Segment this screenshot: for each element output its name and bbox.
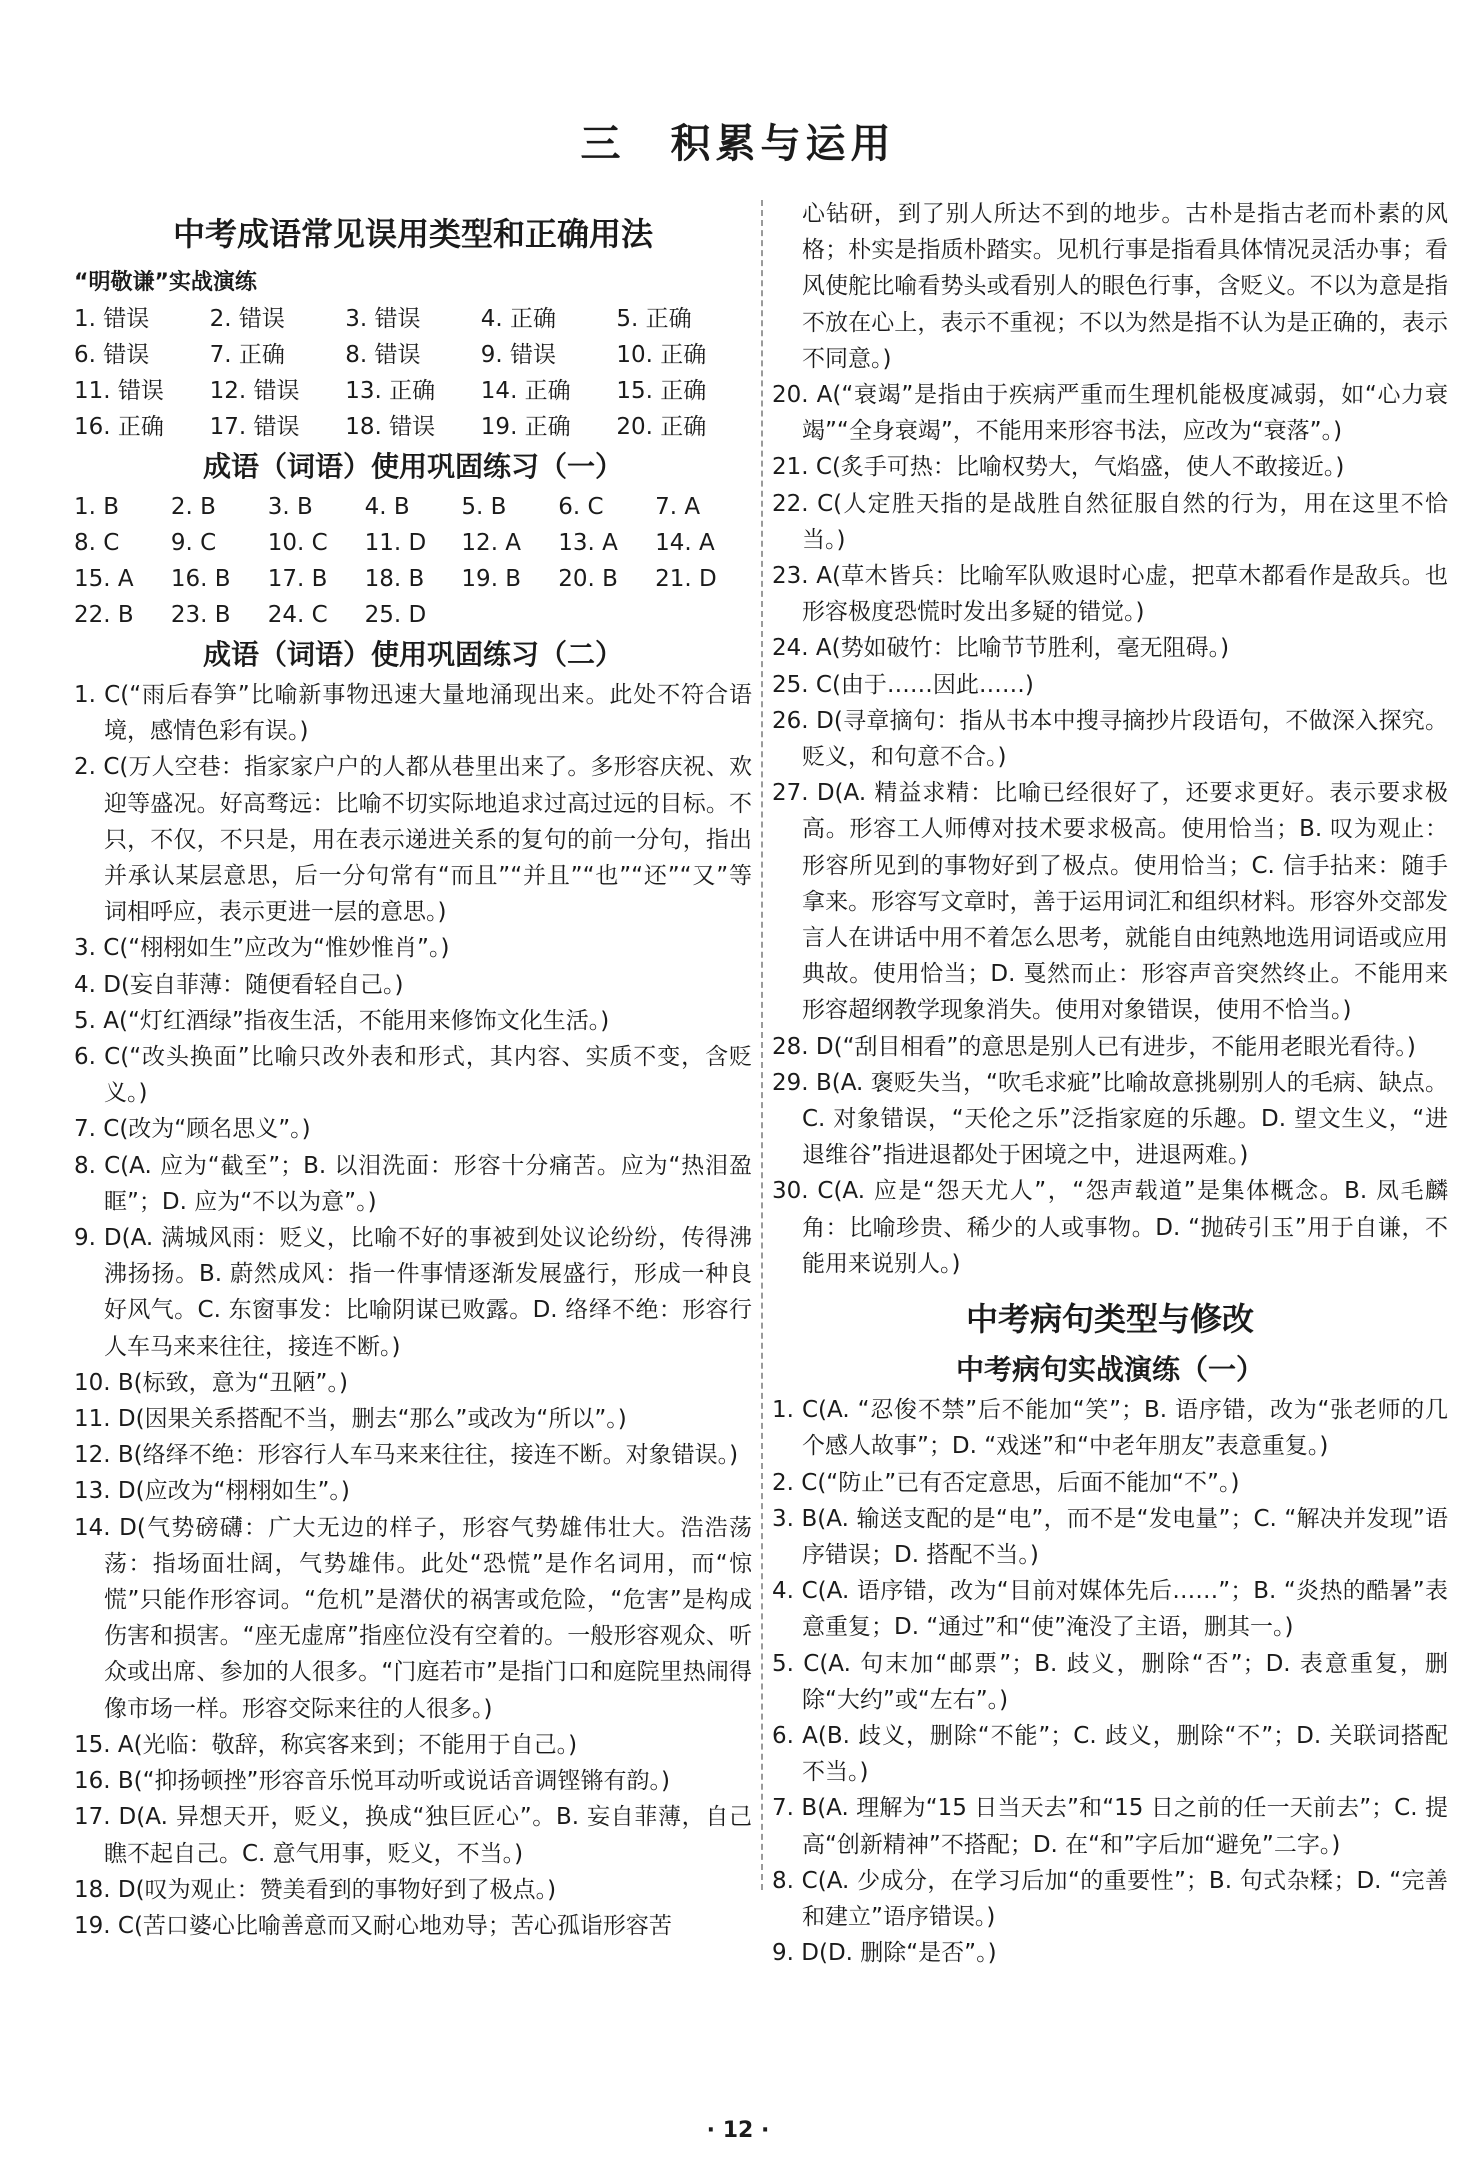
drill-answer: 20. 正确 — [616, 414, 707, 440]
answer-item: 22. C(人定胜天指的是战胜自然征服自然的行为，用在这里不恰当。) — [772, 490, 1448, 553]
answer-item: 3. B(A. 输送支配的是“电”，而不是“发电量”；C. “解决并发现”语序错误；D. 搭配不当。) — [772, 1505, 1448, 1568]
practice2-continued-list — [772, 196, 1448, 1282]
drill-answer: 9. 错误 — [480, 342, 557, 368]
answer-item: 27. D(A. 精益求精：比喻已经很好了，还要求更好。表示要求极高。形容工人师傅对技术要求极高。使用恰当；B. 叹为观止：形容所见到的事物好到了极点。使用恰当；C. 信手拈来：随手拿来。形容写文章时，善于运用词汇和组织材料。形容外交部发言人在讲话中用不着怎么思考，就能自由纯熟地选用词语或应用典故。使用恰当；D. 戛然而止：形容声音突然终止。不能用来形容超纲教学现象消失。使用对象错误，使用不恰当。) — [772, 780, 1448, 1024]
section-title-idioms: 中考成语常见误用类型和正确用法 — [172, 215, 653, 253]
practice1-answer: 14. A — [655, 530, 715, 556]
drill-answer: 17. 错误 — [209, 414, 300, 440]
drill-answer-grid — [74, 301, 752, 445]
answer-item: 24. A(势如破竹：比喻节节胜利，毫无阻碍。) — [772, 635, 1230, 662]
answer-item: 9. D(A. 满城风雨：贬义，比喻不好的事被到处议论纷纷，传得沸沸扬扬。B. 蔚然成风：指一件事情逐渐发展盛行，形成一种良好风气。C. 东窗事发：比喻阴谋已败露。D. 络绎不绝：形容行人车马来来往往，接连不断。) — [74, 1225, 752, 1360]
answer-item: 2. C(“防止”已有否定意思，后面不能加“不”。) — [772, 1469, 1240, 1496]
practice1-title: 成语（词语）使用巩固练习（一） — [202, 450, 623, 483]
column-divider — [761, 200, 763, 1890]
answer-item: 14. D(气势磅礴：广大无边的样子，形容气势雄伟壮大。浩浩荡荡：指场面壮阔，气势雄伟。此处“恐慌”是作名词用，而“惊慌”只能作形容词。“危机”是潜伏的祸害或危险，“危害”是构成伤害和损害。“座无虚席”指座位没有空着的。一般形容观众、听众或出席、参加的人很多。“门庭若市”是指门口和庭院里热闹得像市场一样。形容交际来往的人很多。) — [74, 1514, 752, 1722]
drill-answer: 12. 错误 — [209, 378, 300, 404]
answer-item: 6. C(“改头换面”比喻只改外表和形式，其内容、实质不变，含贬义。) — [74, 1044, 752, 1107]
answer-item: 8. C(A. 少成分，在学习后加“的重要性”；B. 句式杂糅；D. “完善和建立”语序错误。) — [772, 1867, 1448, 1930]
drill-answer: 10. 正确 — [616, 342, 707, 368]
section-title-sentences: 中考病句类型与修改 — [965, 1300, 1254, 1339]
answer-item: 15. A(光临：敬辞，称宾客来到；不能用于自己。) — [74, 1731, 578, 1758]
practice1-answer: 6. C — [558, 494, 604, 520]
answer-item: 26. D(寻章摘句：指从书本中搜寻摘抄片段语句，不做深入探究。贬义，和句意不合。) — [772, 707, 1448, 771]
answer-item: 1. C(“雨后春笋”比喻新事物迅速大量地涌现出来。此处不符合语境，感情色彩有误。) — [74, 682, 752, 745]
right-column — [772, 196, 1448, 1971]
answer-item: 18. D(叹为观止：赞美看到的事物好到了极点。) — [74, 1876, 557, 1903]
answer-item: 5. A(“灯红酒绿”指夜生活，不能用来修饰文化生活。) — [74, 1007, 610, 1034]
drill-answer: 4. 正确 — [480, 306, 557, 332]
practice1-answer: 11. D — [364, 530, 427, 556]
drill-title: “明敬谦”实战演练 — [74, 270, 257, 295]
drill-answer: 15. 正确 — [616, 378, 707, 404]
drill-answer: 14. 正确 — [480, 378, 571, 404]
answer-item: 29. B(A. 褒贬失当，“吹毛求疵”比喻故意挑剔别人的毛病、缺点。C. 对象错误，“天伦之乐”泛指家庭的乐趣。D. 望文生义，“进退维谷”指进退都处于困境之中，进退两难。) — [772, 1069, 1448, 1169]
practice1-answer: 1. B — [74, 494, 120, 520]
answer-item: 1. C(A. “忍俊不禁”后不能加“笑”；B. 语序错，改为“张老师的几个感人故事”；D. “戏迷”和“中老年朋友”表意重复。) — [772, 1397, 1448, 1460]
practice1-answer: 18. B — [364, 566, 425, 592]
practice1-answer: 24. C — [267, 602, 328, 628]
practice1-answer: 9. C — [170, 530, 217, 556]
drill-answer: 6. 错误 — [74, 342, 150, 368]
answer-item: 30. C(A. 应是“怨天尤人”，“怨声载道”是集体概念。B. 凤毛麟角：比喻珍贵、稀少的人或事物。D. “抛砖引玉”用于自谦，不能用来说别人。) — [772, 1178, 1448, 1277]
answer-item: 13. D(应改为“栩栩如生”。) — [74, 1478, 350, 1505]
answer-item: 9. D(D. 删除“是否”。) — [772, 1940, 997, 1967]
answer-item: 4. C(A. 语序错，改为“目前对媒体先后……”；B. “炎热的酷暑”表意重复；D. “通过”和“使”淹没了主语，删其一。) — [772, 1578, 1448, 1641]
answer-item: 25. C(由于……因此……) — [772, 671, 1034, 698]
practice1-answer: 16. B — [170, 566, 231, 592]
drill-answer: 3. 错误 — [345, 306, 421, 332]
practice1-answer: 7. A — [655, 494, 701, 520]
practice1-answer: 12. A — [461, 530, 522, 556]
answer-item: 12. B(络绎不绝：形容行人车马来来往往，接连不断。对象错误。) — [74, 1442, 739, 1469]
drill-answer: 18. 错误 — [345, 414, 436, 440]
answer-item: 10. B(标致，意为“丑陋”。) — [74, 1369, 348, 1396]
answer-item: 17. D(A. 异想天开，贬义，换成“独巨匠心”。B. 妄自菲薄，自己瞧不起自己。C. 意气用事，贬义，不当。) — [74, 1804, 752, 1867]
practice1-answer: 2. B — [170, 494, 216, 520]
answer-item: 19. C(苦口婆心比喻善意而又耐心地劝导；苦心孤诣形容苦 — [74, 1912, 672, 1939]
practice1-answer: 21. D — [655, 566, 717, 592]
practice1-answer-grid — [74, 489, 752, 633]
drill-answer: 7. 正确 — [209, 342, 285, 368]
drill-answer: 16. 正确 — [74, 414, 164, 440]
answer-item: 7. B(A. 理解为“15 日当天去”和“15 日之前的任一天前去”；C. 提高“创新精神”不搭配；D. 在“和”字后加“避免”二字。) — [772, 1795, 1448, 1858]
page-number: · 12 · — [706, 2118, 770, 2143]
practice1-answer: 5. B — [461, 494, 507, 520]
page-top-edge — [0, 0, 1476, 30]
answer-item: 3. C(“栩栩如生”应改为“惟妙惟肖”。) — [74, 935, 450, 962]
chapter-title: 三 积累与运用 — [580, 121, 896, 167]
answer-item: 6. A(B. 歧义，删除“不能”；C. 歧义，删除“不”；D. 关联词搭配不当。) — [772, 1722, 1448, 1786]
answer-item: 心钻研，到了别人所达不到的地步。古朴是指古老而朴素的风格；朴实是指质朴踏实。见机行事是指看具体情况灵活办事；看风使舵比喻看势头或看别人的眼色行事，含贬义。不以为意是指不放在心上，表示不重视；不以为然是指不认为是正确的，表示不同意。) — [802, 201, 1448, 372]
practice1-answer: 4. B — [364, 494, 410, 520]
drill-answer: 11. 错误 — [74, 378, 164, 404]
answer-item: 23. A(草木皆兵：比喻军队败退时心虚，把草木都看作是敌兵。也形容极度恐慌时发出多疑的错觉。) — [772, 563, 1448, 626]
answer-item: 5. C(A. 句末加“邮票”；B. 歧义，删除“否”；D. 表意重复，删除“大约”或“左右”。) — [772, 1650, 1448, 1713]
answer-item: 16. B(“抑扬顿挫”形容音乐悦耳动听或说话音调铿锵有韵。) — [74, 1768, 670, 1795]
sentence-drill-title: 中考病句实战演练（一） — [955, 1353, 1264, 1387]
practice2-title: 成语（词语）使用巩固练习（二） — [202, 638, 623, 671]
practice2-answer-list — [74, 677, 752, 1944]
practice1-answer: 13. A — [558, 530, 618, 556]
practice1-answer: 10. C — [267, 530, 328, 556]
practice1-answer: 17. B — [267, 566, 328, 592]
answer-item: 8. C(A. 应为“截至”；B. 以泪洗面：形容十分痛苦。应为“热泪盈眶”；D. 应为“不以为意”。) — [74, 1152, 752, 1215]
drill-answer: 2. 错误 — [209, 306, 285, 332]
answer-item: 7. C(改为“顾名思义”。) — [74, 1116, 311, 1143]
drill-answer: 13. 正确 — [345, 378, 436, 404]
practice1-answer: 8. C — [74, 530, 120, 556]
answer-item: 4. D(妄自菲薄：随便看轻自己。) — [74, 971, 404, 998]
drill-answer: 8. 错误 — [345, 342, 421, 368]
practice1-answer: 3. B — [267, 494, 313, 520]
practice1-answer: 22. B — [74, 602, 134, 628]
answer-item: 20. A(“衰竭”是指由于疾病严重而生理机能极度减弱，如“心力衰竭”“全身衰竭”，不能用来形容书法，应改为“衰落”。) — [772, 382, 1448, 445]
answer-item: 21. C(炙手可热：比喻权势大，气焰盛，使人不敢接近。) — [772, 454, 1345, 481]
left-column — [74, 205, 752, 1944]
practice1-answer: 20. B — [558, 566, 618, 592]
practice1-answer: 15. A — [74, 566, 134, 592]
sentence-answer-list — [772, 1392, 1448, 1971]
practice1-answer: 23. B — [170, 602, 231, 628]
answer-item: 11. D(因果关系搭配不当，删去“那么”或改为“所以”。) — [74, 1406, 627, 1433]
drill-answer: 1. 错误 — [74, 306, 150, 332]
answer-item: 28. D(“刮目相看”的意思是别人已有进步，不能用老眼光看待。) — [772, 1033, 1416, 1060]
practice1-answer: 25. D — [364, 602, 427, 628]
drill-answer: 19. 正确 — [480, 414, 571, 440]
practice1-answer: 19. B — [461, 566, 522, 592]
drill-answer: 5. 正确 — [616, 306, 692, 332]
answer-item: 2. C(万人空巷：指家家户户的人都从巷里出来了。多形容庆祝、欢迎等盛况。好高骛远：比喻不切实际地追求过高过远的目标。不只，不仅，不只是，用在表示递进关系的复句的前一分句，指出并承认某层意思，后一分句常有“而且”“并且”“也”“还”“又”等词相呼应，表示更进一层的意思。) — [74, 754, 752, 926]
